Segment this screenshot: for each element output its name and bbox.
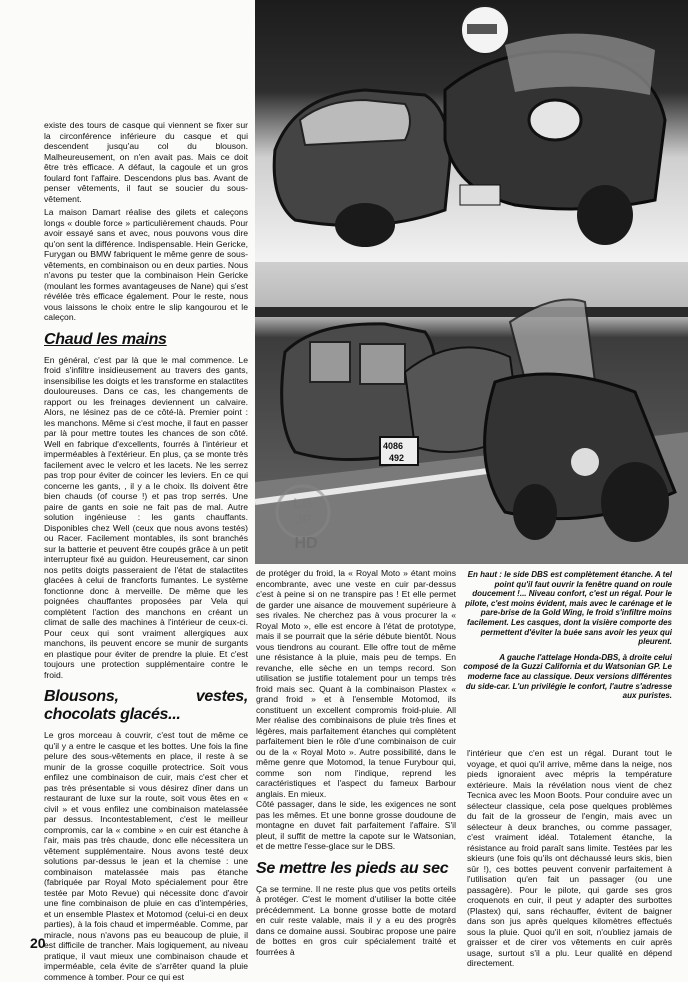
heading-blousons: Blousons, vestes, chocolats glacés... [44,688,248,723]
license-plate-number: 4086 [383,441,404,451]
photo-captions [462,570,672,707]
page-number: 20 [30,935,46,951]
watermark-logo-mark [274,482,332,554]
paragraph-passenger: Côté passager, dans le side, les exigences ne sont pas les mêmes. Et une bonne grosse doudoune de montagne en duvet fait parfaitement l'affaire. S'il pleut, il suffit de mettre la capote sur le Watsonian, et de mettre l'esse-glace sur le DBS. [256,799,456,851]
license-plate-dept: 492 [389,453,405,463]
photo-dbs-sidecar-image [255,0,688,262]
paragraph-underwear: La maison Damart réalise des gilets et caleçons longs « double force » particulièrement chauds. Pour avoir essayé sans et avec, nous pouvons vous dire qu'on sent la différence. Indispensable. Hein Gericke, Furygan ou BMW fabriquent le même genre de sous-vêtements, en combinaison ou en deux parties. Nous n'avons pu tester que la combinaison Hein Gericke (moulant les formes avantageuses de Nane) qui s'est révélée très efficace également. Pour le reste, nous vous laissons le choix entre le slip kangourou et le caleçon. [44,207,248,322]
paragraph-jackets: Le gros morceau à couvrir, c'est tout de même ce qu'il y a entre le casque et les bottes. Une fois la fine pelure des sous-vêtements en place, il reste à se munir de la grosse coquille protectrice. Soit vous enfilez une combinaison de cuir, mais c'est cher et pas très présentable si vous désirez dîner dans un restaurant de luxe sur la route, soit vous êtes en « civil » et vous enfilez une combinaison matelassée par dessus. Incontestablement, c'est le meilleur compromis, car la « combine » en cuir est étanche à l'air, mais pas très chaude, donc elle nécessitera un vêtement supplémentaire. Nous avons testé deux solutions par-dessus le jean et la chemise : une combinaison matelassée mais pas étanche (fabriquée par Royal Moto spécialement pour être testée par Moto Revue) qui nécessite donc d'avoir une fine combinaison de pluie en cas d'intempéries, et un ensemble Plastex et Motomod (celui-ci en deux parties), à la fois chaud et imperméable. Comme, par miracle, nous n'avons pas eu beaucoup de pluie, il est difficile de trancher. Mais logiquement, au niveau pratique, il vaut mieux une combinaison chaude et imperméable, cela évite de s'arrêter quand la pluie commence à tomber. Pour ce qui est [44,730,248,982]
svg-text:JP: JP [294,511,312,527]
watermark-logo [274,482,332,554]
paragraph-moon-boots: l'intérieur que c'en est un régal. Durant tout le voyage, et quoi qu'il arrive, même dans la neige, nos pieds ignoraient avec mépris la température extérieure. Mais la révélation nous vient de chez Tecnica avec les Moon Boots. Pour conduire avec un sélecteur classique, cela pose quelques problèmes du fait de la grosseur de l'engin, mais avec un sélecteur à deux branches, ou comme passager, c'est vraiment idéal. Totalement étanche, la résistance au froid paraît sans limite. Testées par les skieurs (une fois qu'ils ont déchaussé leurs skis, bien sûr !), ces bottes peuvent convenir parfaitement à l'utilisation qu'en fait un passager (ou une passagère). Pour le pilote, qui garde ses gros croquenots en cuir, il peut y adapter des surbottes (Plastex) qui, sans réchauffer, évitent de baigner dans son jus après quelques kilomètres effectués sous la pluie. Quoi qu'il en soit, n'oubliez jamais de graisser et de cirer vos vêtements en cuir après usage, surtout s'il a plu. Leur qualité en dépend directement. [467,748,672,968]
paragraph-helmet-collar: existe des tours de casque qui viennent se fixer sur la circonférence inférieure du casque et qui descendent jusqu'au col du blouson. Malheureusement, on n'en avait pas. Mais ce doit être très efficace. A défaut, la cagoule et un gros foulard font l'affaire. Descendons plus bas. Avant de penser vêtements, il faut se soucier du sous-vêtement. [44,120,248,204]
paragraph-gloves: En général, c'est par là que le mal commence. Le froid s'infiltre insidieusement au travers des gants, insensibilise les doigts et les transforme en stalactites douloureuses. Dans ce cas, les changements de rapport ou les freinages deviennent un calvaire. Alors, ne lésinez pas de ce côté-là. Premier point : les manchons. Même si c'est moche, il faut en passer par là pour mettre toutes les chances de son côté. Well en fabrique d'excellents, fourrés à l'intérieur et imperméables à l'extérieur. En plus, ça se monte très facilement avec le velcro et les lacets. Ne les serrez pas trop pour éviter de coincer les leviers. En ce qui concerne les gants, , il y a le choix. Ils doivent être bien chauds (of course !) et pas trop serrés. Une paire de gants en soie ne fait pas de mal. Autre solution ingénieuse : les gants chauffants. Disponibles chez Well (ceux que nous avons testés) ou Racer. Facilement montables, ils sont branchés sur la batterie et peuvent être coupés grâce à un petit interrupteur fixé au guidon. Heureusement, car sinon nos petits doigts passeraient de l'état de stalactites glacées à celui de francforts fumantes. Le système fonctionne donc à merveille. De même que les poignées chauffantes proposées par Vela qui complètent l'action des manchons en créant un climat de salle des machines à l'intérieur de ceux-ci. Pour ceux qui sont vraiment allergiques aux manchons, ils peuvent encore se munir de surgants en plastique pour éviter de prendre la pluie. Et c'est toujours une protection supplémentaire contre le froid. [44,354,248,680]
caption-top-photo: En haut : le side DBS est complètement étanche. A tel point qu'il faut ouvrir la fenêtre quand on roule doucement !... Niveau confort, c'est un régal. Pour le pilote, c'est moins évident, mais avec le carénage et le pare-brise de la Gold Wing, le froid s'infiltre moins facilement. Les casques, dont la visière comporte des permettent d'éviter la buée sans avoir les yeux qui pleurent. [465,570,672,647]
paragraph-royal-moto: de protéger du froid, la « Royal Moto » étant moins encombrante, avec une veste en cuir par-dessus c'est à peine si on ne transpire pas ! Et elle permet de garder une aisance de mouvement supérieure à ses rivales. Ne cherchez pas à vous procurer la « Royal Moto », elle est encore à l'état de prototype, mais il se pourrait que la série débute bientôt. Nous vous tiendrons au courant. Elle offre tout de même une résistance à la pluie, mais peu de temps. En revanche, elle sèche en un temps record. Son utilisation se justifie totalement pour un temps très froid mais sec. Quant à la combinaison Plastex « grand froid » et à l'ensemble Motomod, ils constituent un excellent compromis froid-pluie. All Mer réalise des combinaisons de pluie très fines et légères, mais parfaitement étanches qui complètent parfaitement bien le rôle d'une combinaison de cuir ou de la « Royal Moto ». Autre possibilité, dans le même genre que Motomod, la tenue Furybour qui, comme son nom l'indique, reprend les caractéristiques et l'aspect du fameux Barbour anglais. En mieux. [256,568,456,799]
heading-chaud-les-mains: Chaud les mains [44,330,167,348]
heading-pieds-au-sec: Se mettre les pieds au sec [256,859,449,877]
article-column-2 [256,568,456,957]
paragraph-boots: Ça se termine. Il ne reste plus que vos petits orteils à protéger. C'est le moment d'utiliser la botte citée précédemment. La bonne grosse botte de motard en cuir reste valable, mais il y a eu des progrès dans ce domaine aussi. Soubirac propose une paire de bottes en gros cuir spécialement traité et fourrées à [256,883,456,957]
svg-text:HD: HD [294,535,318,552]
photo-dbs-sidecar-snow [255,0,688,262]
svg-text:LG: LG [293,495,313,511]
caption-middle-photo: A gauche l'attelage Honda-DBS, à droite celui composé de la Guzzi California et du Watsonian GP. Le moderne face au classique. Deux versions différentes du side-car. L'un privilégie le confort, l'autre s'adresse aux puristes. [463,652,672,701]
article-column-1 [44,120,248,982]
article-column-3 [467,748,672,969]
